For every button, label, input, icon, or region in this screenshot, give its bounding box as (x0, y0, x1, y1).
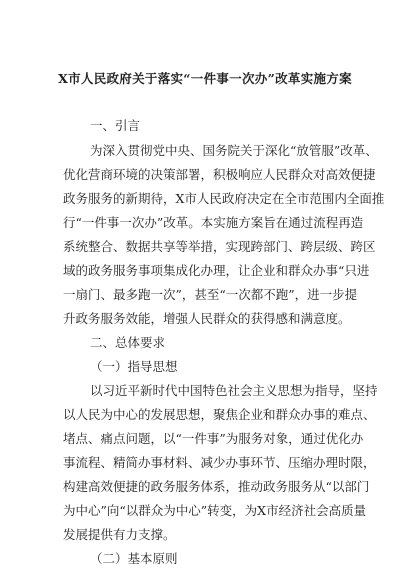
paragraph-line: 域的政务服务事项集成化办理，让企业和群众办事“只进 (63, 263, 370, 278)
paragraph-line: 系统整合、数据共享等举措，实现跨部门、跨层级、跨区 (63, 239, 376, 254)
document-title: X市人民政府关于落实“一件事一次办”改革实施方案 (58, 71, 352, 86)
paragraph-line: 升政务服务效能，增强人民群众的获得感和满意度。 (63, 311, 351, 326)
section-heading-general-requirements: 二、总体要求 (90, 335, 166, 350)
paragraph-line: 构建高效便捷的政务服务体系，推动政务服务从“以部门 (63, 479, 370, 494)
paragraph-line: 以人民为中心的发展思想，聚焦企业和群众办事的难点、 (63, 407, 376, 422)
paragraph-line: 以习近平新时代中国特色社会主义思想为指导，坚持 (90, 383, 378, 398)
paragraph-line: 行“一件事一次办”改革。本实施方案旨在通过流程再造 (63, 215, 364, 230)
paragraph-line: 事流程、精简办事材料、减少办事环节、压缩办理时限， (63, 455, 376, 470)
paragraph-line: 为中心”向“以群众为中心”转变，为X市经济社会高质量 (63, 503, 367, 518)
paragraph-line: 一扇门、最多跑一次”，甚至“一次都不跑”，进一步提 (63, 287, 358, 302)
paragraph-line: 堵点、痛点问题，以“一件事”为服务对象，通过优化办 (63, 431, 364, 446)
paragraph-line: 发展提供有力支撑。 (63, 527, 176, 542)
paragraph-line: 政务服务的新期待，X市人民政府决定在全市范围内全面推 (63, 191, 385, 206)
section-heading-introduction: 一、引言 (90, 118, 141, 133)
subsection-heading-guiding-ideology: （一）指导思想 (90, 359, 178, 374)
paragraph-line: 优化营商环境的决策部署，积极响应人民群众对高效便捷 (63, 167, 376, 182)
paragraph-line: 为深入贯彻党中央、国务院关于深化“放管服”改革、 (90, 143, 378, 158)
subsection-heading-basic-principles: （二）基本原则 (90, 551, 178, 566)
